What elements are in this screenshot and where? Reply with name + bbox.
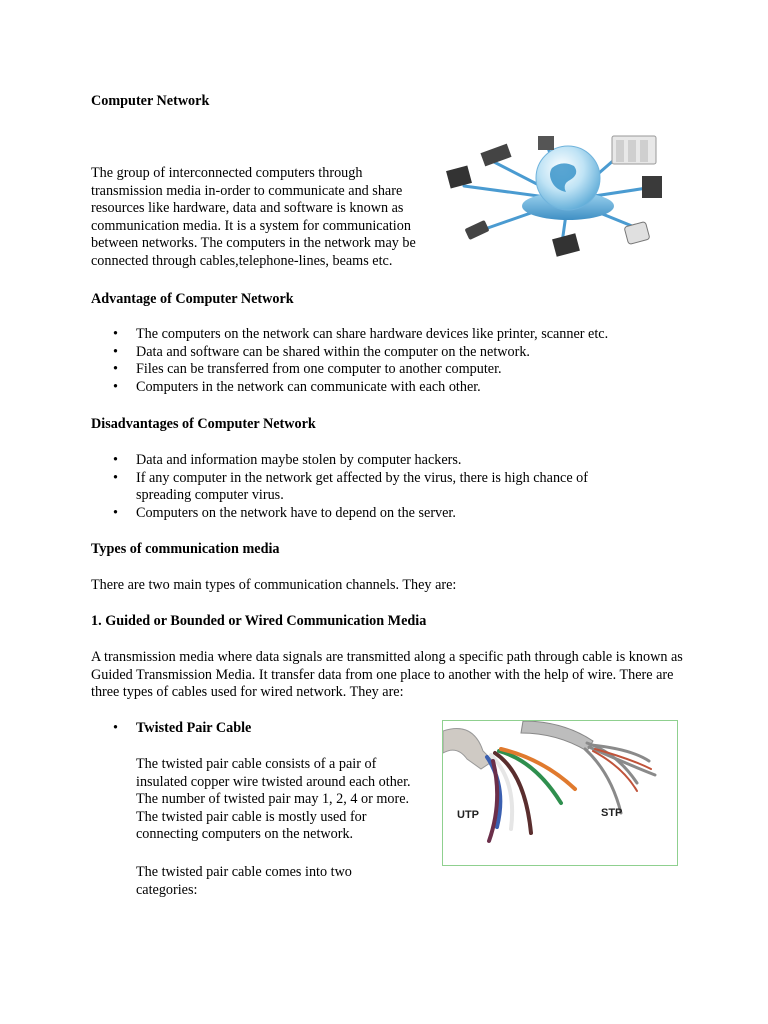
types-text: There are two main types of communication channels. They are: — [91, 577, 457, 593]
guided-heading: 1. Guided or Bounded or Wired Communication Media — [91, 613, 427, 629]
bullet: • — [113, 504, 118, 521]
bullet: • — [113, 378, 118, 395]
network-illustration — [442, 128, 678, 274]
cable-illustration — [442, 720, 678, 866]
list-item-text: Computers in the network can communicate with each other. — [136, 378, 481, 395]
list-item — [91, 505, 636, 523]
intro-paragraph: The group of interconnected computers through transmission media in-order to communicate and share resources like hardware, data and software is known as communication media. It is a system for communication between networks. The computers in the network may be connected through cables,telephone-lines, beams etc. — [91, 165, 416, 269]
list-item-text: Data and information maybe stolen by computer hackers. — [136, 452, 462, 468]
bullet: • — [113, 720, 118, 736]
disadvantages-heading: Disadvantages of Computer Network — [91, 416, 316, 432]
bullet: • — [113, 452, 118, 468]
disadvantages-list — [91, 452, 636, 522]
twisted-pair-heading: Twisted Pair Cable — [136, 720, 252, 736]
twisted-pair-text: The twisted pair cable consists of a pair of insulated copper wire twisted around each other. The number of twisted pair may 1, 2, 4 or more. The twisted pair cable is mostly used for connecting computers on the network. — [136, 756, 411, 843]
list-item-text: If any computer in the network get affected by the virus, there is high chance of spreading computer virus. — [136, 469, 588, 504]
bullet: • — [113, 361, 118, 378]
guided-text: A transmission media where data signals are transmitted along a specific path through cable is known as Guided Transmission Media. It transfer data from one place to another with the help of wire. There are three types of cables used for wired network. They are: — [91, 649, 683, 701]
list-item-text: The computers on the network can share hardware devices like printer, scanner etc. — [136, 326, 609, 342]
list-item — [91, 361, 691, 379]
bullet: • — [113, 343, 118, 360]
list-item — [91, 326, 691, 344]
advantages-list — [91, 326, 691, 396]
stp-label: STP — [601, 807, 623, 819]
types-heading: Types of communication media — [91, 541, 280, 557]
list-item-text: Data and software can be shared within the computer on the network. — [136, 343, 530, 360]
bullet: • — [113, 469, 118, 486]
list-item-text: Files can be transferred from one computer to another computer. — [136, 361, 502, 378]
twisted-pair-categories-text: The twisted pair cable comes into two categories: — [136, 864, 352, 898]
list-item — [91, 379, 691, 397]
advantages-heading: Advantage of Computer Network — [91, 291, 294, 307]
list-item — [91, 344, 691, 362]
bullet: • — [113, 326, 118, 342]
list-item — [91, 452, 636, 470]
page-title: Computer Network — [91, 93, 210, 109]
utp-label: UTP — [457, 809, 479, 821]
list-item-text: Computers on the network have to depend on the server. — [136, 504, 456, 521]
list-item — [91, 470, 636, 505]
